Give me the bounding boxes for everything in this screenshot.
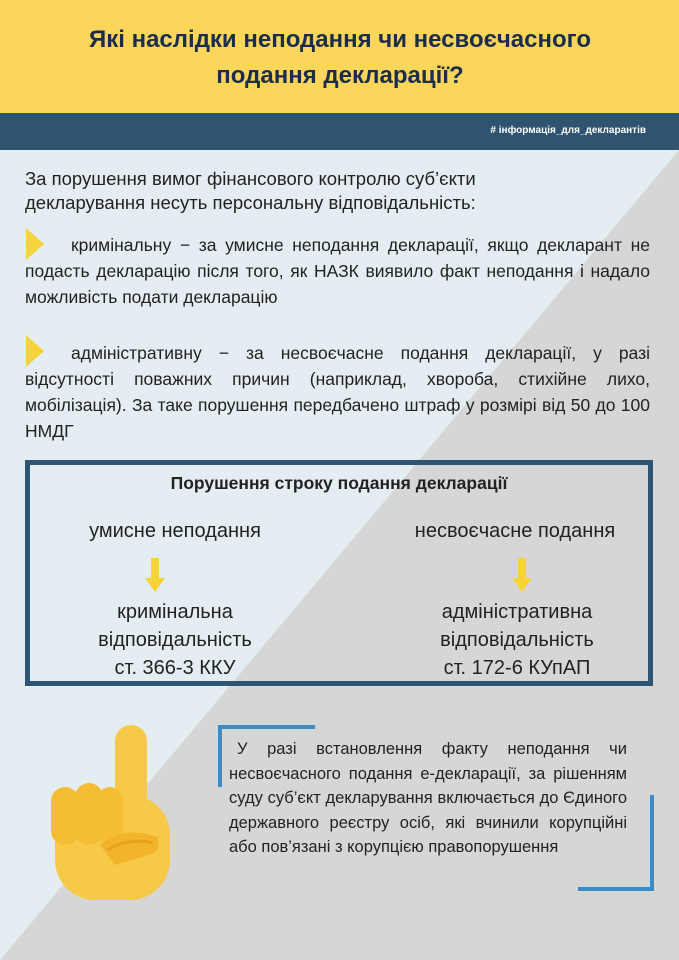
down-arrow-icon bbox=[145, 558, 165, 594]
frame-corner-left bbox=[218, 725, 222, 787]
header-banner bbox=[0, 0, 679, 113]
down-arrow-icon bbox=[512, 558, 532, 594]
result-administrative-article: ст. 172-6 КУпАП bbox=[443, 657, 591, 679]
result-administrative-line2: відповідальність bbox=[440, 629, 594, 651]
page-title bbox=[40, 22, 640, 94]
deadline-violation-box bbox=[25, 460, 653, 686]
frame-corner-right bbox=[650, 795, 654, 891]
box-title: Порушення строку подання декларації bbox=[170, 473, 508, 493]
result-criminal-line2: відповідальність bbox=[98, 629, 252, 651]
intro-text: За порушення вимог фінансового контролю суб’єкти декларування несуть персональну відповідальність: bbox=[25, 168, 476, 213]
hashtag: # інформація_для_декларантів bbox=[490, 125, 646, 136]
administrative-liability-item: адміністративну − за несвоєчасне подання декларації, у разі відсутності поважних причин (наприклад, хвороба, стихійне лихо, мобілізація). За таке порушення передбачено штраф у розмірі від 50 до 100 НМДГ bbox=[25, 343, 650, 441]
criminal-liability-item: кримінальну − за умисне неподання декларації, якщо декларант не подасть декларацію після того, як НАЗК виявило факт неподання і надало можливість подати декларацію bbox=[25, 235, 650, 307]
result-criminal-line1: кримінальна bbox=[117, 601, 233, 623]
result-administrative bbox=[392, 598, 642, 682]
frame-corner-bottom bbox=[578, 887, 654, 891]
pointing-up-hand-icon bbox=[45, 725, 175, 900]
cause-late: несвоєчасне подання bbox=[414, 520, 616, 542]
cause-intentional: умисне неподання bbox=[89, 520, 261, 542]
result-criminal bbox=[50, 598, 300, 682]
result-administrative-line1: адміністративна bbox=[441, 601, 593, 623]
frame-corner-top bbox=[218, 725, 315, 729]
registry-note: У разі встановлення факту неподання чи несвоєчасного подання е-декларації, за рішенням суду суб’єкт декларування включається до Єдиного державного реєстру осіб, які вчинили корупційні або пов’язані з корупцією правопорушення bbox=[229, 740, 627, 856]
page-title-line2: подання декларації? bbox=[216, 62, 464, 89]
page-title-line1: Які наслідки неподання чи несвоєчасного bbox=[88, 26, 591, 53]
result-criminal-article: ст. 366-3 ККУ bbox=[114, 657, 236, 679]
